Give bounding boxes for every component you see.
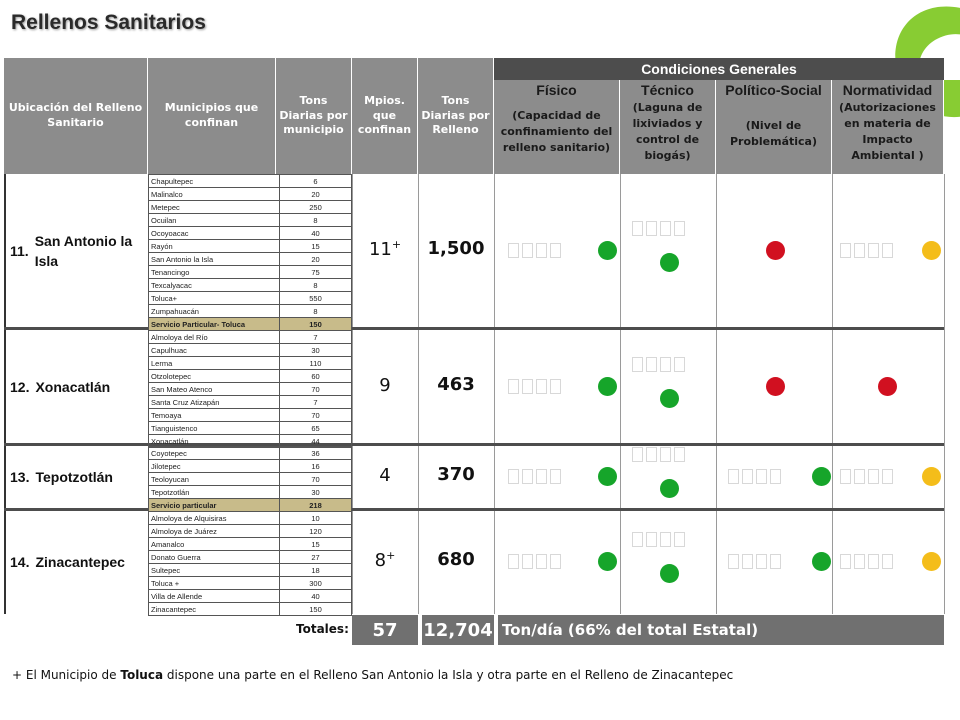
status-box	[660, 357, 671, 372]
municipio-name: Lerma	[149, 357, 280, 370]
municipio-name: Jilotepec	[149, 460, 280, 473]
municipio-tons: 120	[280, 525, 352, 538]
table-row	[149, 305, 352, 318]
group-number: 13.	[10, 469, 30, 485]
status-box	[522, 469, 533, 484]
municipio-name: Capulhuac	[149, 344, 280, 357]
municipio-tons: 27	[280, 551, 352, 564]
status-fisico-green-icon	[598, 241, 617, 260]
status-box	[646, 532, 657, 547]
municipios-table	[148, 446, 352, 512]
municipios-table	[148, 330, 352, 448]
status-fisico-green-icon	[598, 552, 617, 571]
municipio-tons: 15	[280, 538, 352, 551]
table-row	[149, 188, 352, 201]
status-box	[522, 243, 533, 258]
group-tons: 463	[437, 373, 475, 395]
status-box	[550, 243, 561, 258]
municipio-tons: 20	[280, 253, 352, 266]
status-boxes	[632, 221, 685, 236]
group-tons: 370	[437, 464, 475, 485]
municipio-name: Tepotzotlán	[149, 486, 280, 499]
municipio-tons: 7	[280, 396, 352, 409]
table-row	[149, 175, 352, 188]
table-row	[149, 344, 352, 357]
status-tecnico-green-icon	[660, 389, 679, 408]
header-normatividad	[832, 80, 944, 174]
header-politico-title: Político-Social	[725, 82, 822, 98]
status-box	[770, 554, 781, 569]
status-box	[508, 379, 519, 394]
municipio-name: Servicio particular	[149, 499, 280, 512]
header-tons-relleno: Tons Diarias por Relleno	[418, 58, 494, 174]
header-fisico-title: Físico	[536, 82, 577, 98]
group-number: 12.	[10, 378, 30, 395]
header-mpios: Mpios. que confinan	[352, 58, 418, 174]
footnote-suffix: dispone una parte en el Relleno San Antonio la Isla y otra parte en el Relleno de Zinacantepec	[163, 668, 734, 682]
status-box	[646, 357, 657, 372]
table-row	[149, 577, 352, 590]
group-label	[10, 367, 146, 407]
status-box	[508, 554, 519, 569]
status-normatividad-yellow-icon	[922, 552, 941, 571]
header-tons-municipio: Tons Diarias por municipio	[276, 58, 352, 174]
status-box	[550, 379, 561, 394]
header-municipios: Municipios que confinan	[148, 58, 276, 174]
municipio-name: Santa Cruz Atizapán	[149, 396, 280, 409]
header-ubicacion: Ubicación del Relleno Sanitario	[4, 58, 148, 174]
municipio-tons: 36	[280, 447, 352, 460]
status-boxes	[728, 554, 781, 569]
grid-line	[716, 174, 717, 614]
municipio-tons: 15	[280, 240, 352, 253]
header-fisico-desc: (Capacidad de confinamiento del relleno sanitario)	[500, 109, 613, 154]
totals-desc: Ton/día (66% del total Estatal)	[498, 615, 944, 645]
group-mpios-value: 4	[379, 465, 391, 486]
header-politico	[716, 80, 832, 174]
table-row	[149, 564, 352, 577]
group-mpios	[352, 549, 418, 571]
municipio-tons: 70	[280, 473, 352, 486]
municipio-tons: 70	[280, 409, 352, 422]
status-boxes	[508, 554, 561, 569]
header-tecnico-desc: (Laguna de lixiviados y control de biogás)	[632, 101, 703, 162]
header-normatividad-title: Normatividad	[842, 82, 933, 98]
table-row	[149, 551, 352, 564]
municipio-tons: 6	[280, 175, 352, 188]
status-box	[840, 243, 851, 258]
status-box	[854, 554, 865, 569]
status-box	[840, 554, 851, 569]
municipio-name: Coyotepec	[149, 447, 280, 460]
status-box	[632, 447, 643, 462]
row-separator	[4, 327, 944, 330]
municipio-name: Texcalyacac	[149, 279, 280, 292]
municipio-tons: 110	[280, 357, 352, 370]
table-row	[149, 590, 352, 603]
municipios-table	[148, 174, 352, 331]
table-row	[149, 499, 352, 512]
group-number: 14.	[10, 554, 30, 570]
group-name: Xonacatlán	[35, 378, 111, 395]
municipio-name: Ocoyoacac	[149, 227, 280, 240]
status-normatividad-red-icon	[878, 377, 897, 396]
status-boxes	[508, 243, 561, 258]
municipio-name: San Antonio la Isla	[149, 253, 280, 266]
status-boxes	[728, 469, 781, 484]
status-box	[882, 554, 893, 569]
status-box	[674, 532, 685, 547]
status-box	[536, 379, 547, 394]
municipio-name: Almoloya del Río	[149, 331, 280, 344]
municipio-name: Toluca +	[149, 577, 280, 590]
municipio-name: Zinacantepec	[149, 603, 280, 616]
row-separator	[4, 508, 944, 511]
group-tons: 1,500	[427, 237, 485, 259]
status-box	[756, 469, 767, 484]
municipio-tons: 7	[280, 331, 352, 344]
municipio-tons: 30	[280, 344, 352, 357]
table-row	[149, 253, 352, 266]
group-label	[10, 542, 146, 582]
municipio-name: Donato Guerra	[149, 551, 280, 564]
municipio-name: Almoloya de Alquisiras	[149, 512, 280, 525]
table-row	[149, 279, 352, 292]
municipio-tons: 8	[280, 279, 352, 292]
municipio-tons: 75	[280, 266, 352, 279]
municipio-name: Tenancingo	[149, 266, 280, 279]
municipio-name: Villa de Allende	[149, 590, 280, 603]
group-name: San Antonio la Isla	[34, 232, 133, 269]
municipio-name: Zumpahuacán	[149, 305, 280, 318]
municipio-tons: 44	[280, 435, 352, 448]
header-politico-desc: (Nivel de Problemática)	[729, 119, 818, 148]
municipio-tons: 18	[280, 564, 352, 577]
status-politico-green-icon	[812, 552, 831, 571]
municipio-name: Tianguistenco	[149, 422, 280, 435]
status-box	[882, 243, 893, 258]
municipio-tons: 40	[280, 590, 352, 603]
header-fisico	[494, 80, 620, 174]
group-mpios	[352, 238, 418, 260]
status-box	[536, 243, 547, 258]
status-boxes	[632, 447, 685, 462]
table-row	[149, 512, 352, 525]
status-box	[660, 447, 671, 462]
group-mpios-value: 11	[368, 238, 392, 260]
municipio-tons: 300	[280, 577, 352, 590]
group-mpios	[352, 374, 418, 396]
status-politico-green-icon	[812, 467, 831, 486]
municipio-tons: 40	[280, 227, 352, 240]
status-box	[868, 469, 879, 484]
grid-line	[832, 174, 833, 614]
table-row	[149, 331, 352, 344]
group-name: Tepotzotlán	[35, 469, 113, 485]
municipio-tons: 60	[280, 370, 352, 383]
status-boxes	[508, 379, 561, 394]
grid-border	[4, 174, 6, 614]
table-row	[149, 227, 352, 240]
municipio-name: Almoloya de Juárez	[149, 525, 280, 538]
municipio-name: Teoloyucan	[149, 473, 280, 486]
status-box	[550, 469, 561, 484]
status-box	[536, 469, 547, 484]
group-mpios-sup: +	[386, 549, 396, 562]
footnote-bold: Toluca	[120, 668, 164, 682]
municipio-tons: 20	[280, 188, 352, 201]
group-mpios-sup: +	[391, 237, 402, 251]
municipio-name: Sultepec	[149, 564, 280, 577]
footnote	[12, 668, 733, 682]
municipio-name: Chapultepec	[149, 175, 280, 188]
status-box	[728, 554, 739, 569]
status-box	[522, 379, 533, 394]
municipio-tons: 65	[280, 422, 352, 435]
group-mpios-value: 9	[379, 374, 391, 396]
status-politico-red-icon	[766, 377, 785, 396]
status-box	[660, 221, 671, 236]
status-fisico-green-icon	[598, 377, 617, 396]
status-fisico-green-icon	[598, 467, 617, 486]
municipio-name: Amanalco	[149, 538, 280, 551]
status-tecnico-green-icon	[660, 253, 679, 272]
status-box	[742, 554, 753, 569]
grid-line	[944, 174, 945, 614]
status-box	[756, 554, 767, 569]
status-box	[646, 221, 657, 236]
municipio-name: Rayón	[149, 240, 280, 253]
grid-line	[620, 174, 621, 614]
table-row	[149, 447, 352, 460]
table-row	[149, 292, 352, 305]
status-box	[674, 447, 685, 462]
table-row	[149, 409, 352, 422]
table-row	[149, 214, 352, 227]
table-row	[149, 460, 352, 473]
municipio-tons: 8	[280, 305, 352, 318]
status-box	[550, 554, 561, 569]
municipio-name: Metepec	[149, 201, 280, 214]
table-row	[149, 370, 352, 383]
status-politico-red-icon	[766, 241, 785, 260]
status-boxes	[840, 554, 893, 569]
table-row	[149, 357, 352, 370]
status-normatividad-yellow-icon	[922, 467, 941, 486]
status-box	[632, 221, 643, 236]
footnote-prefix: + El Municipio de	[12, 668, 121, 682]
totals-tons: 12,704	[422, 615, 494, 645]
status-box	[674, 357, 685, 372]
municipio-name: Toluca+	[149, 292, 280, 305]
municipio-tons: 70	[280, 383, 352, 396]
group-name: Zinacantepec	[35, 554, 125, 570]
status-box	[522, 554, 533, 569]
page-title: Rellenos Sanitarios	[11, 11, 206, 34]
municipio-name: Ocuilan	[149, 214, 280, 227]
municipio-tons: 10	[280, 512, 352, 525]
group-mpios	[352, 464, 418, 486]
municipio-name: Temoaya	[149, 409, 280, 422]
status-normatividad-yellow-icon	[922, 241, 941, 260]
status-box	[646, 447, 657, 462]
status-box	[840, 469, 851, 484]
municipio-name: San Mateo Atenco	[149, 383, 280, 396]
municipio-tons: 250	[280, 201, 352, 214]
table-row	[149, 538, 352, 551]
table-row	[149, 383, 352, 396]
status-box	[674, 221, 685, 236]
table-row	[149, 266, 352, 279]
municipio-name: Xonacatlán	[149, 435, 280, 448]
group-label	[10, 231, 146, 271]
header-tecnico	[620, 80, 716, 174]
municipio-tons: 150	[280, 603, 352, 616]
status-box	[742, 469, 753, 484]
status-tecnico-green-icon	[660, 479, 679, 498]
grid-line	[494, 174, 495, 614]
municipios-table	[148, 511, 352, 616]
totals-label: Totales:	[296, 622, 349, 636]
status-box	[660, 532, 671, 547]
status-boxes	[840, 243, 893, 258]
status-tecnico-green-icon	[660, 564, 679, 583]
municipio-tons: 16	[280, 460, 352, 473]
status-box	[854, 469, 865, 484]
status-box	[536, 554, 547, 569]
table-row	[149, 486, 352, 499]
status-box	[868, 554, 879, 569]
municipio-tons: 30	[280, 486, 352, 499]
status-box	[854, 243, 865, 258]
row-separator	[4, 443, 944, 446]
group-mpios-value: 8	[374, 550, 387, 571]
status-box	[508, 243, 519, 258]
group-label	[10, 457, 146, 497]
status-box	[728, 469, 739, 484]
header-tecnico-title: Técnico	[641, 82, 694, 98]
table-row	[149, 240, 352, 253]
status-boxes	[632, 357, 685, 372]
table-row	[149, 603, 352, 616]
status-box	[632, 357, 643, 372]
table-row	[149, 473, 352, 486]
group-number: 11.	[10, 242, 29, 259]
group-tons: 680	[437, 549, 475, 570]
table-row	[149, 525, 352, 538]
status-box	[868, 243, 879, 258]
municipio-tons: 550	[280, 292, 352, 305]
municipio-name: Otzolotepec	[149, 370, 280, 383]
header-condiciones: Condiciones Generales	[494, 58, 944, 80]
municipio-tons: 8	[280, 214, 352, 227]
header-normatividad-desc: (Autorizaciones en materia de Impacto Ambiental )	[839, 101, 936, 162]
status-boxes	[840, 469, 893, 484]
municipio-tons: 150	[280, 318, 352, 331]
table-row	[149, 422, 352, 435]
municipio-name: Malinalco	[149, 188, 280, 201]
table-row	[149, 201, 352, 214]
totals-mpios: 57	[352, 615, 418, 645]
status-boxes	[508, 469, 561, 484]
status-box	[508, 469, 519, 484]
table-row	[149, 318, 352, 331]
status-box	[632, 532, 643, 547]
status-box	[882, 469, 893, 484]
status-boxes	[632, 532, 685, 547]
municipio-tons: 218	[280, 499, 352, 512]
municipio-name: Servicio Particular- Toluca	[149, 318, 280, 331]
table-row	[149, 396, 352, 409]
status-box	[770, 469, 781, 484]
